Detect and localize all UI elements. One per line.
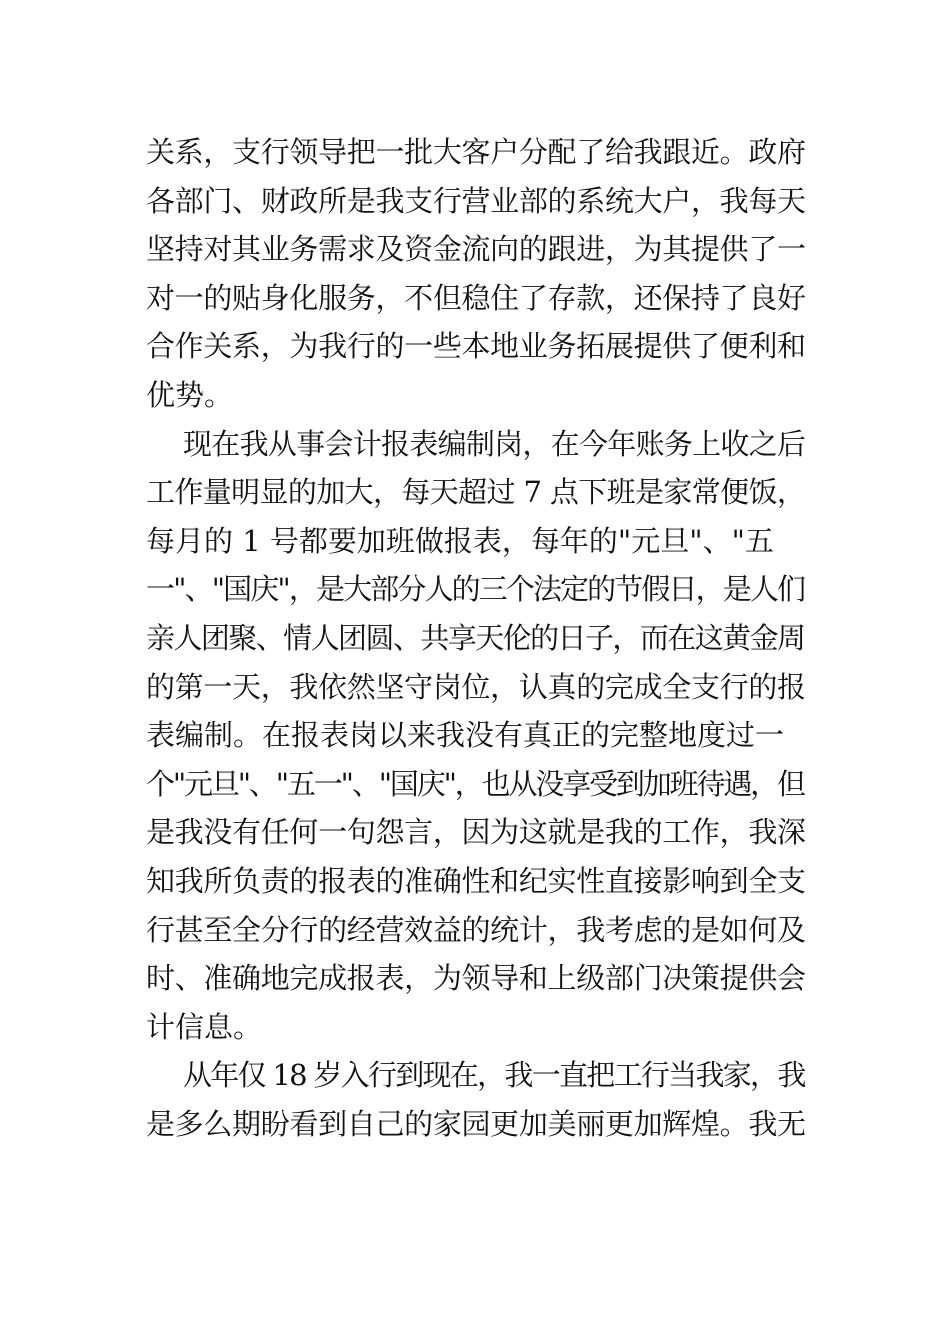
text-line: 坚持对其业务需求及资金流向的跟进，为其提供了一 [146, 232, 806, 267]
text-line: 对一的贴身化服务，不但稳住了存款，还保持了良好 [146, 280, 806, 315]
text-line: 个"元旦"、"五一"、"国庆"，也从没享受到加班待遇，但 [146, 766, 804, 801]
text-line: 的第一天，我依然坚守岗位，认真的完成全支行的报 [146, 669, 806, 704]
text-line: 是多么期盼看到自己的家园更加美丽更加辉煌。我无 [146, 1106, 806, 1141]
text-line: 表编制。在报表岗以来我没有真正的完整地度过一 [146, 718, 785, 753]
text-line: 计信息。 [146, 1009, 263, 1044]
text-line: 行甚至全分行的经营效益的统计，我考虑的是如何及 [146, 912, 806, 947]
text-line: 是我没有任何一句怨言，因为这就是我的工作，我深 [146, 815, 806, 850]
text-line: 关系，支行领导把一批大客户分配了给我跟近。政府 [146, 135, 806, 169]
text-line: 一"、"国庆"，是大部分人的三个法定的节假日，是人们 [146, 572, 805, 607]
text-line: 合作关系，为我行的一些本地业务拓展提供了便利和 [146, 329, 806, 364]
text-line: 知我所负责的报表的准确性和纪实性直接影响到全支 [146, 863, 806, 898]
paragraph-first-line: 现在我从事会计报表编制岗，在今年账务上收之后 [183, 426, 806, 461]
document-body [146, 128, 806, 1148]
paragraph-first-line: 从年仅 18 岁入行到现在，我一直把工行当我家，我 [183, 1058, 805, 1093]
text-line: 每月的 1 号都要加班做报表，每年的"元旦"、"五 [146, 523, 774, 558]
text-line: 亲人团聚、情人团圆、共享天伦的日子，而在这黄金周 [146, 620, 805, 655]
text-line: 各部门、财政所是我支行营业部的系统大户，我每天 [146, 183, 806, 218]
text-line: 时、准确地完成报表，为领导和上级部门决策提供会 [146, 961, 806, 996]
text-line: 工作量明显的加大，每天超过 7 点下班是家常便饭， [146, 475, 806, 510]
text-line: 优势。 [146, 377, 234, 412]
